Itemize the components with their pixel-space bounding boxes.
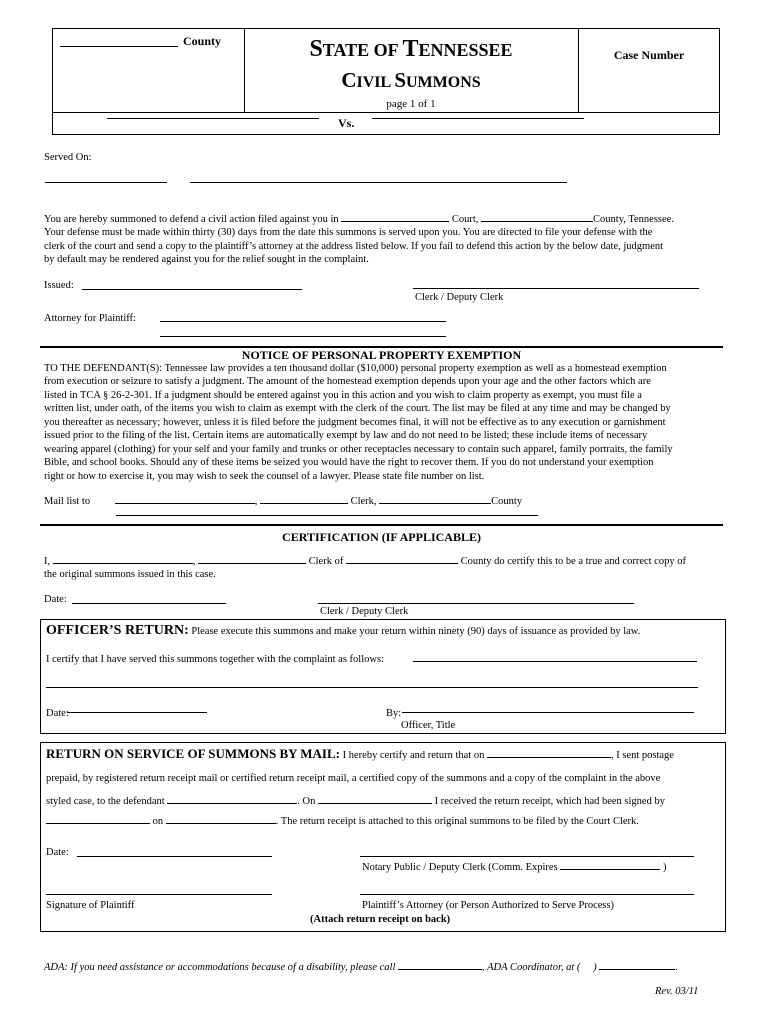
officer-instruction: Please execute this summons and make your return within ninety (90) days of issuance as provided by law. — [188, 626, 641, 637]
ada-paren: ) — [593, 962, 597, 973]
mail-return-defendant-label: styled case, to the defendant — [46, 796, 165, 807]
attorney-signature-field[interactable] — [360, 894, 694, 895]
ada-phone-field[interactable] — [398, 958, 482, 970]
mail-return-row-4 — [46, 812, 726, 828]
exemption-line: you thereafter as necessary; however, unless it is filed before the judgment becomes final, it will not be effective as to any execution or garnishment — [44, 416, 666, 428]
cert-line-2: the original summons issued in this case. — [44, 569, 216, 581]
comma: , — [192, 556, 196, 567]
mail-return-text: I hereby certify and return that on — [340, 750, 485, 761]
title-ennessee: ENNESSEE — [418, 40, 513, 60]
defendant-field[interactable] — [372, 118, 584, 119]
mail-return-text-b: , I sent postage — [610, 750, 674, 761]
mail-return-attached-text: . The return receipt is attached to this original summons to be filed by the Court Clerk. — [275, 816, 639, 827]
officer-service-field-2[interactable] — [46, 687, 698, 688]
summons-county-label: County, Tennessee. — [593, 214, 674, 225]
cert-date-field[interactable] — [72, 603, 226, 604]
mail-receipt-date-field[interactable] — [318, 792, 432, 804]
issued-date-field[interactable] — [82, 289, 302, 290]
exemption-line: from execution or seizure to satisfy a judgment. The amount of the homestead exemption depends upon your age and the other factors which are — [44, 376, 651, 388]
mail-list-name-field[interactable] — [115, 492, 255, 504]
title-tate-of: TATE OF — [322, 40, 403, 60]
page-info: page 1 of 1 — [386, 98, 436, 110]
summons-line-3: clerk of the court and send a copy to the plaintiff’s attorney at the address listed below. If you fail to defend this action by the below date, judgment — [44, 240, 664, 252]
cert-i-label: I, — [44, 556, 51, 567]
vs-label: Vs. — [338, 116, 355, 130]
mail-date-field[interactable] — [77, 856, 272, 857]
cert-date-label: Date: — [44, 594, 67, 605]
notary-signature-field[interactable] — [360, 856, 694, 857]
plaintiff-signature-field[interactable] — [46, 894, 272, 895]
subtitle-ummons: UMMONS — [406, 74, 481, 91]
form-title — [244, 34, 578, 65]
county-tn-field[interactable] — [481, 210, 593, 222]
attach-receipt-label: (Attach return receipt on back) — [310, 914, 451, 925]
revision-label: Rev. 03/11 — [655, 986, 699, 997]
colon: : — [184, 623, 189, 638]
ada-period: . — [675, 962, 678, 973]
exemption-line: TO THE DEFENDANT(S): Tennessee law provides a ten thousand dollar ($10,000) personal property exemption as well as a homestead exemption — [44, 363, 667, 374]
attorney-label: Attorney for Plaintiff: — [44, 313, 136, 324]
form-subtitle — [244, 67, 578, 94]
cert-clerk-signature-field[interactable] — [318, 603, 634, 604]
county-field[interactable] — [60, 46, 178, 47]
subtitle-ivil: IVIL — [356, 74, 395, 91]
officer-by-label: By: — [386, 708, 402, 719]
title-s: S — [309, 36, 323, 62]
certification-row — [44, 552, 734, 582]
exemption-line: written list, under oath, of the items you wish to claim as exempt with the clerk of the court. The list may be filed at any time and may be changed by — [44, 403, 671, 415]
summons-text — [44, 210, 734, 267]
mail-signed-by-field[interactable] — [46, 812, 150, 824]
header-divider-h — [52, 112, 720, 113]
served-on-field-1[interactable] — [45, 182, 167, 183]
signature-plaintiff-label: Signature of Plaintiff — [46, 900, 135, 911]
ada-coordinator-phone-field[interactable] — [599, 958, 675, 970]
subtitle-c: C — [341, 68, 357, 92]
mail-list-clerk-label: Clerk, — [350, 496, 377, 507]
mail-return-on-label-2: on — [152, 816, 164, 827]
cert-clerk-of: Clerk of — [308, 556, 344, 567]
exemption-title: NOTICE OF PERSONAL PROPERTY EXEMPTION — [241, 348, 522, 362]
cert-clerk-label: Clerk / Deputy Clerk — [320, 606, 409, 617]
officer-signature-field[interactable] — [402, 712, 694, 713]
officer-date-field[interactable] — [67, 712, 207, 713]
exemption-line: wearing apparel (clothing) for your self and your family and trunks or other receptacles necessary to contain such apparel, family portraits, the family — [44, 443, 673, 455]
attorney-field-1[interactable] — [160, 321, 446, 322]
mail-list-county-label: County — [491, 496, 523, 507]
mail-list-county-field[interactable] — [379, 492, 491, 504]
plaintiff-attorney-label: Plaintiff’s Attorney (or Person Authorized to Serve Process) — [362, 900, 615, 911]
clerk-signature-field[interactable] — [413, 288, 699, 289]
mail-defendant-field[interactable] — [167, 792, 297, 804]
exemption-line: listed in TCA § 26-2-301. If a judgment should be entered against you in this action and you wish to claim property as exempt, you must file a — [44, 389, 642, 401]
cert-name-field[interactable] — [53, 552, 193, 564]
served-on-label: Served On: — [44, 152, 92, 163]
certification-divider — [40, 524, 723, 526]
mail-list-label: Mail list to — [44, 496, 91, 507]
county-label: County — [183, 34, 222, 48]
summons-court-label: Court, — [451, 214, 479, 225]
officer-certify: I certify that I have served this summons together with the complaint as follows: — [46, 654, 384, 665]
mail-return-received-label: I received the return receipt, which had been signed by — [434, 796, 665, 807]
exemption-body — [44, 362, 734, 483]
court-field[interactable] — [341, 210, 449, 222]
ada-text: ADA: If you need assistance or accommodations because of a disability, please call — [44, 962, 396, 973]
mail-return-title: RETURN ON SERVICE OF SUMMONS BY MAIL: — [46, 746, 340, 761]
mail-list-row — [44, 492, 522, 508]
notary-row — [362, 858, 666, 874]
ada-area-code-field[interactable] — [583, 959, 593, 970]
officer-service-field-1[interactable] — [413, 661, 697, 662]
officer-title-row — [46, 622, 640, 640]
subtitle-s: S — [394, 68, 406, 92]
plaintiff-field[interactable] — [107, 118, 319, 119]
title-t: T — [402, 36, 419, 62]
notary-label: Notary Public / Deputy Clerk (Comm. Expires — [362, 862, 558, 873]
cert-court-field[interactable] — [346, 552, 458, 564]
mail-list-address-field[interactable] — [116, 515, 538, 516]
ada-coordinator-text: , ADA Coordinator, at ( — [482, 962, 581, 973]
exemption-line: issued prior to the filing of the list. Certain items are automatically exempt by law and do not need to be listed; these include items of necessary — [44, 430, 648, 442]
cert-county-text: County do certify this to be a true and correct copy of — [460, 556, 686, 567]
case-number-label: Case Number — [613, 48, 685, 62]
clerk-deputy-label: Clerk / Deputy Clerk — [415, 292, 504, 303]
ada-notice — [44, 958, 734, 974]
officer-title-label: Officer, Title — [401, 720, 456, 731]
notary-close: ) — [662, 862, 667, 873]
summons-text-a: You are hereby summoned to defend a civil action filed against you in — [44, 214, 339, 225]
header-divider-2 — [578, 28, 579, 113]
exemption-line: Bible, and school books. Should any of these items be seized you would have the right to recover them. If you do not understand your exemption — [44, 457, 654, 469]
certification-title: CERTIFICATION (IF APPLICABLE) — [282, 530, 481, 544]
mail-return-on-label: . On — [297, 796, 316, 807]
mail-return-row-3 — [46, 792, 726, 808]
summons-line-1 — [44, 210, 734, 226]
mail-list-clerk-field[interactable] — [260, 492, 348, 504]
issued-label: Issued: — [44, 280, 74, 291]
exemption-line: right or how to exercise it, you may wish to seek the counsel of a lawyer. Please state file number on list. — [44, 470, 485, 482]
mail-signed-date-field[interactable] — [166, 812, 276, 824]
summons-line-2: Your defense must be made within thirty (30) days from the date this summons is served upon you. You are directed to file your defense with the — [44, 227, 653, 239]
notary-expires-field[interactable] — [560, 858, 660, 870]
officer-title: OFFICER’S RETURN — [46, 623, 185, 638]
mail-return-row-1 — [46, 746, 722, 763]
cert-title-field[interactable] — [198, 552, 306, 564]
comma: , — [254, 496, 258, 507]
mail-date-label: Date: — [46, 847, 69, 858]
mail-return-line-2: prepaid, by registered return receipt mail or certified return receipt mail, a certified copy of the summons and a copy of the complaint in the above — [46, 773, 661, 784]
summons-line-4: by default may be rendered against you for the relief sought in the complaint. — [44, 254, 369, 266]
mail-sent-date-field[interactable] — [487, 746, 611, 758]
attorney-field-2[interactable] — [160, 336, 446, 337]
served-on-field-2[interactable] — [190, 182, 567, 183]
officer-date-label: Date: — [46, 708, 69, 719]
